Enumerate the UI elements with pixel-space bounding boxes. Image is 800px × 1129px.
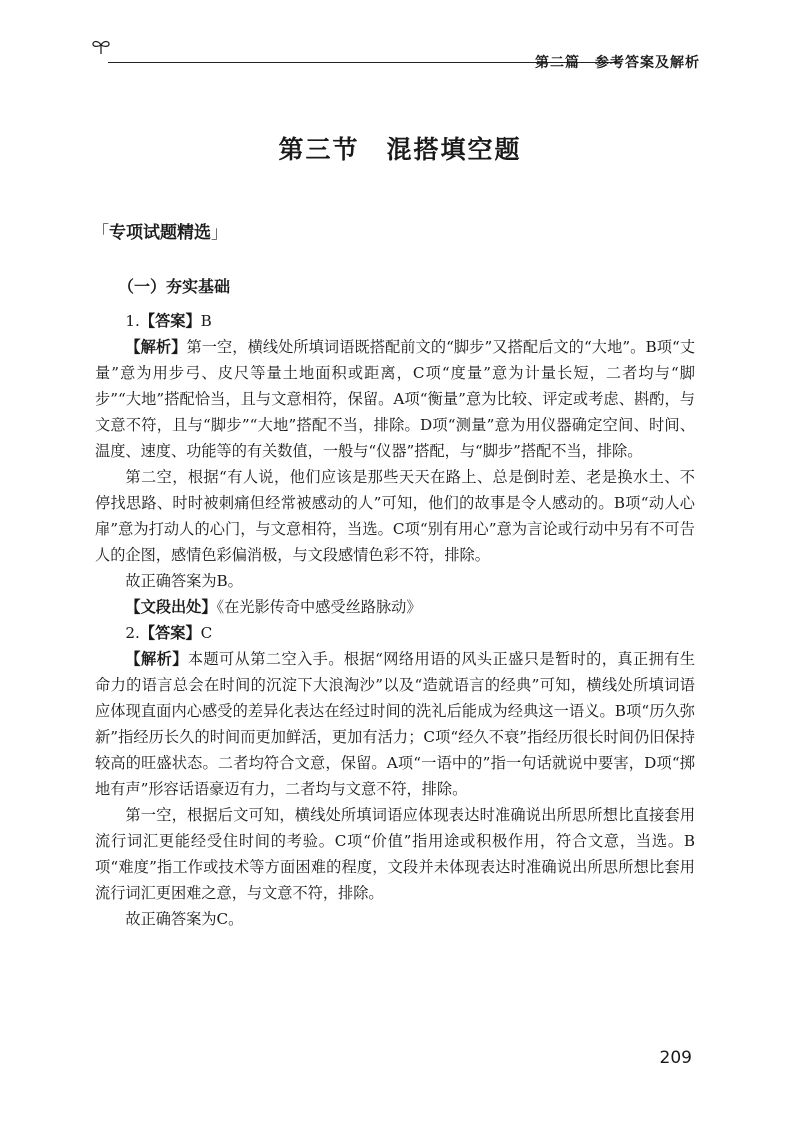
q1-source-line xyxy=(95,594,695,620)
q2-number: 2. xyxy=(125,624,140,642)
section-label: 专项试题精选 xyxy=(109,223,211,243)
page-header xyxy=(90,36,700,76)
q1-answer-line xyxy=(95,308,695,334)
q2-analysis-tag: 【解析】 xyxy=(125,650,188,668)
page-number: 209 xyxy=(659,1048,692,1068)
section-bracket-close: 」 xyxy=(211,223,228,243)
q1-answer-tag: 【答案】 xyxy=(139,312,201,330)
q1-source: 《在光影传奇中感受丝路脉动》 xyxy=(216,598,422,616)
sprout-icon xyxy=(90,36,112,58)
q1-analysis-p1 xyxy=(95,334,695,464)
q2-analysis-p2: 第一空，根据后文可知，横线处所填词语应体现表达时准确说出所思所想比直接套用流行词汇更能经受住时间的考验。C项“价值”指用途或积极作用，符合文意，当选。B项“难度”指工作或技术等方面困难的程度，文段并未体现表达时准确说出所思所想比套用流行词汇更困难之意，与文意不符，排除。 xyxy=(95,806,695,902)
q1-answer: B xyxy=(200,312,212,330)
q2-answer: C xyxy=(200,624,213,642)
q2-answer-tag: 【答案】 xyxy=(139,624,201,642)
running-title: 第二篇 参考答案及解析 xyxy=(535,55,700,71)
q1-analysis-tag: 【解析】 xyxy=(125,338,187,356)
q2-analysis-p1 xyxy=(95,646,695,802)
q2-analysis-text: 本题可从第二空入手。根据“网络用语的风头正盛只是暂时的，真正拥有生命力的语言总会在时间的沉淀下大浪淘沙”以及“造就语言的经典”可知，横线处所填词语应体现直面内心感受的差异化表达在经过时间的洗礼后能成为经典这一语义。B项“历久弥新”指经历长久的时间而更加鲜活，更加有活力；C项“经久不衰”指经历很长时间仍旧保持较高的旺盛状态。二者均符合文意，保留。A项“一语中的”指一句话就说中要害，D项“掷地有声”形容话语豪迈有力，二者均与文意不符，排除。 xyxy=(95,650,696,798)
section-bracket-open: 「 xyxy=(92,223,109,243)
section-heading xyxy=(92,218,228,243)
q1-number: 1. xyxy=(125,312,140,330)
q2-conclusion: 故正确答案为C。 xyxy=(125,910,244,928)
subsection-heading: （一）夯实基础 xyxy=(118,277,231,296)
q1-source-tag: 【文段出处】 xyxy=(125,598,217,616)
q1-analysis-p2: 第二空，根据“有人说，他们应该是那些天天在路上、总是倒时差、老是换水土、不停找思路、时时被刺痛但经常被感动的人”可知，他们的故事是令人感动的。B项“动人心扉”意为打动人的心门，与文意相符，当选。C项“别有用心”意为言论或行动中另有不可告人的企图，感情色彩偏消极，与文段感情色彩不符，排除。 xyxy=(95,468,695,564)
q1-analysis-text: 第一空，横线处所填词语既搭配前文的“脚步”又搭配后文的“大地”。B项“丈量”意为用步弓、皮尺等量土地面积或距离，C项“度量”意为计量长短，二者均与“脚步”“大地”搭配恰当，且与文意相符，保留。A项“衡量”意为比较、评定或考虑、斟酌，与文意不符，且与“脚步”“大地”搭配不当，排除。D项“测量”意为用仪器确定空间、时间、温度、速度、功能等的有关数值，一般与“仪器”搭配，与“脚步”搭配不当，排除。 xyxy=(95,338,696,460)
answer-body xyxy=(95,308,695,932)
page-title: 第三节 混搭填空题 xyxy=(278,135,522,164)
q2-answer-line xyxy=(95,620,695,646)
q1-conclusion: 故正确答案为B。 xyxy=(125,572,243,590)
